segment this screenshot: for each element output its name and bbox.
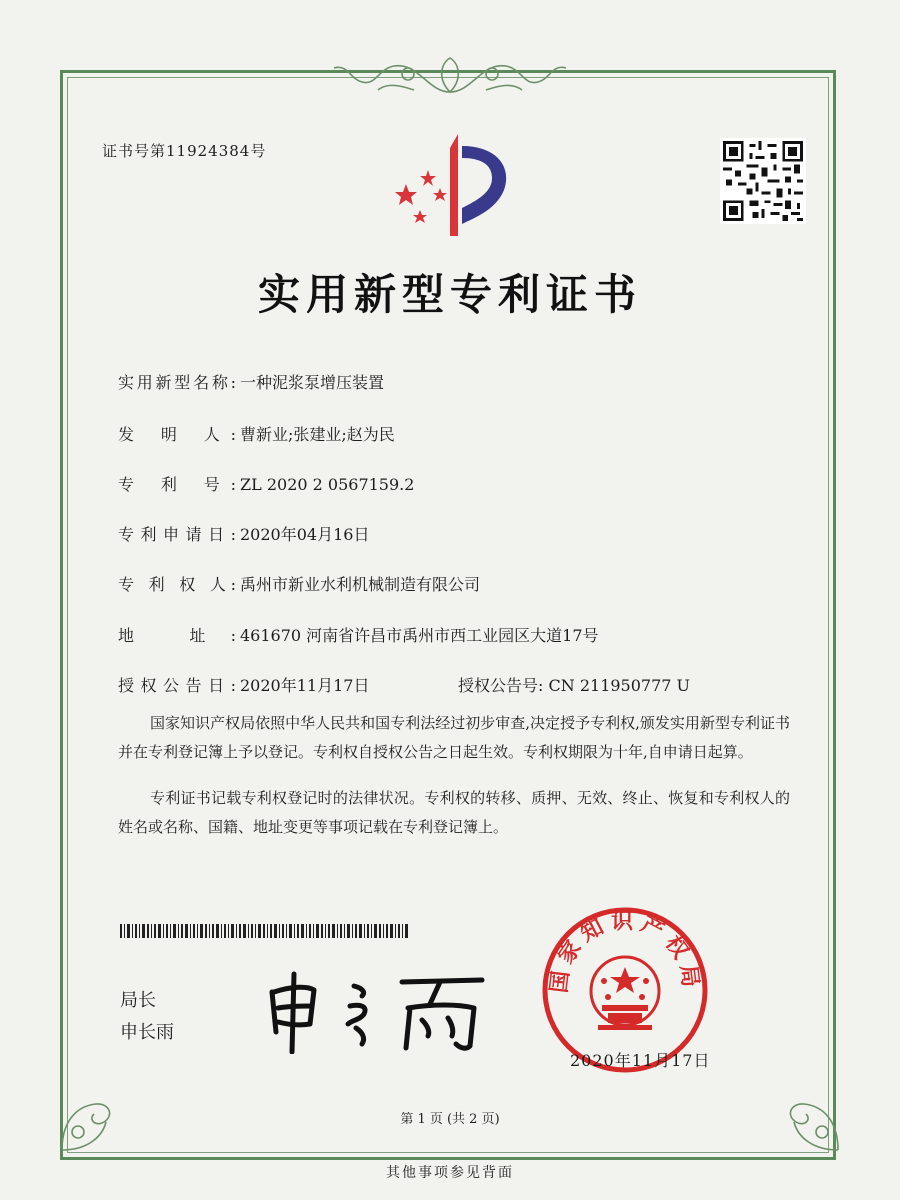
qr-code-icon bbox=[720, 138, 806, 224]
field-address bbox=[118, 623, 599, 646]
field-announcement-number bbox=[458, 673, 690, 696]
field-patent-number bbox=[118, 472, 414, 495]
signature-icon bbox=[262, 962, 492, 1054]
field-label: 专 利 号: bbox=[118, 475, 236, 494]
field-patentee bbox=[118, 572, 480, 595]
field-value: 2020年11月17日 bbox=[240, 676, 370, 695]
barcode-icon bbox=[120, 924, 410, 938]
field-value: 461670 河南省许昌市禹州市西工业园区大道17号 bbox=[240, 626, 599, 645]
seal-date: 2020年11月17日 bbox=[570, 1051, 711, 1070]
field-label: 授权公告日: bbox=[118, 676, 236, 695]
ornament-top-icon bbox=[318, 52, 582, 98]
field-value: ZL 2020 2 0567159.2 bbox=[240, 475, 415, 494]
signatory-title: 局长 bbox=[120, 990, 156, 1011]
page-number: 第 1 页 (共 2 页) bbox=[400, 1112, 500, 1127]
field-label: 授权公告号: bbox=[458, 676, 544, 695]
paragraph-legal-status: 专利证书记载专利权登记时的法律状况。专利权的转移、质押、无效、终止、恢复和专利权人的姓名或名称、国籍、地址变更等事项记载在专利登记簿上。 bbox=[118, 789, 790, 836]
seal-text: 国家知识产权局 bbox=[546, 909, 704, 995]
field-utility-model-name bbox=[118, 370, 384, 393]
field-label: 专 利 权 人: bbox=[118, 575, 236, 594]
field-value: CN 211950777 U bbox=[548, 676, 691, 695]
field-label: 地 址: bbox=[118, 626, 236, 645]
field-value: 禹州市新业水利机械制造有限公司 bbox=[240, 575, 481, 594]
field-grant-date bbox=[118, 673, 369, 696]
patent-office-logo-icon bbox=[388, 128, 520, 238]
field-value: 一种泥浆泵增压装置 bbox=[240, 373, 385, 392]
field-value: 2020年04月16日 bbox=[240, 525, 370, 544]
field-value: 曹新业;张建业;赵为民 bbox=[240, 425, 395, 444]
page-title: 实用新型专利证书 bbox=[257, 270, 642, 319]
certificate-number: 证书号第11924384号 bbox=[102, 142, 267, 160]
signatory-name: 申长雨 bbox=[120, 1022, 174, 1043]
field-label: 发 明 人: bbox=[118, 425, 236, 444]
field-label: 专利申请日: bbox=[118, 525, 236, 544]
field-label: 实用新型名称: bbox=[118, 373, 236, 392]
field-application-date bbox=[118, 522, 369, 545]
footer-note: 其他事项参见背面 bbox=[386, 1165, 514, 1181]
field-inventors bbox=[118, 422, 395, 445]
paragraph-grant-statement: 国家知识产权局依照中华人民共和国专利法经过初步审查,决定授予专利权,颁发实用新型专利证书并在专利登记簿上予以登记。专利权自授权公告之日起生效。专利权期限为十年,自申请日起算。 bbox=[118, 714, 790, 761]
